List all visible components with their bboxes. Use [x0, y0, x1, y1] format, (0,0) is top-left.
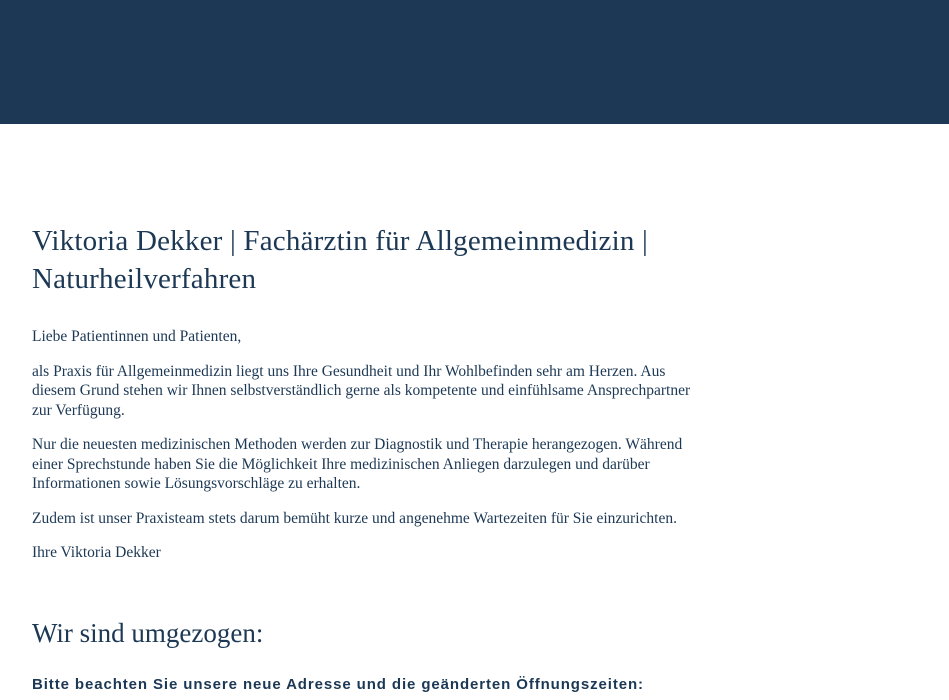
- main-content: [0, 124, 949, 695]
- spacer: [32, 494, 732, 509]
- section-heading-moved: Wir sind umgezogen:: [32, 617, 264, 648]
- paragraph-greeting: Liebe Patientinnen und Patienten,: [32, 328, 242, 345]
- header-band: [0, 0, 949, 124]
- page-title: Viktoria Dekker | Fachärztin für Allgemeinmedizin | Naturheilverfahren: [32, 225, 648, 295]
- notice-new-address: Bitte beachten Sie unsere neue Adresse und die geänderten Öffnungszeiten:: [32, 675, 644, 693]
- spacer: [32, 347, 732, 362]
- paragraph-intro: als Praxis für Allgemeinmedizin liegt uns Ihre Gesundheit und Ihr Wohlbefinden sehr am Herzen. Aus diesem Grund stehen wir Ihnen selbstverständlich gerne als kompetente und einfühlsame Ansprechpartner zur Verfügung.: [32, 362, 691, 419]
- paragraph-methods: Nur die neuesten medizinischen Methoden werden zur Diagnostik und Therapie herangezogen. Während einer Sprechstunde haben Sie die Möglichkeit Ihre medizinischen Anliegen darzulegen und darüber Informationen sowie Lösungsvorschläge zu erhalten.: [32, 436, 683, 492]
- spacer: [32, 420, 732, 435]
- paragraph-signature: Ihre Viktoria Dekker: [32, 544, 161, 561]
- spacer: [32, 298, 732, 327]
- content-column: [0, 124, 764, 695]
- spacer: [32, 528, 732, 543]
- paragraph-waiting-times: Zudem ist unser Praxisteam stets darum bemüht kurze und angenehme Wartezeiten für Sie einzurichten.: [32, 509, 677, 527]
